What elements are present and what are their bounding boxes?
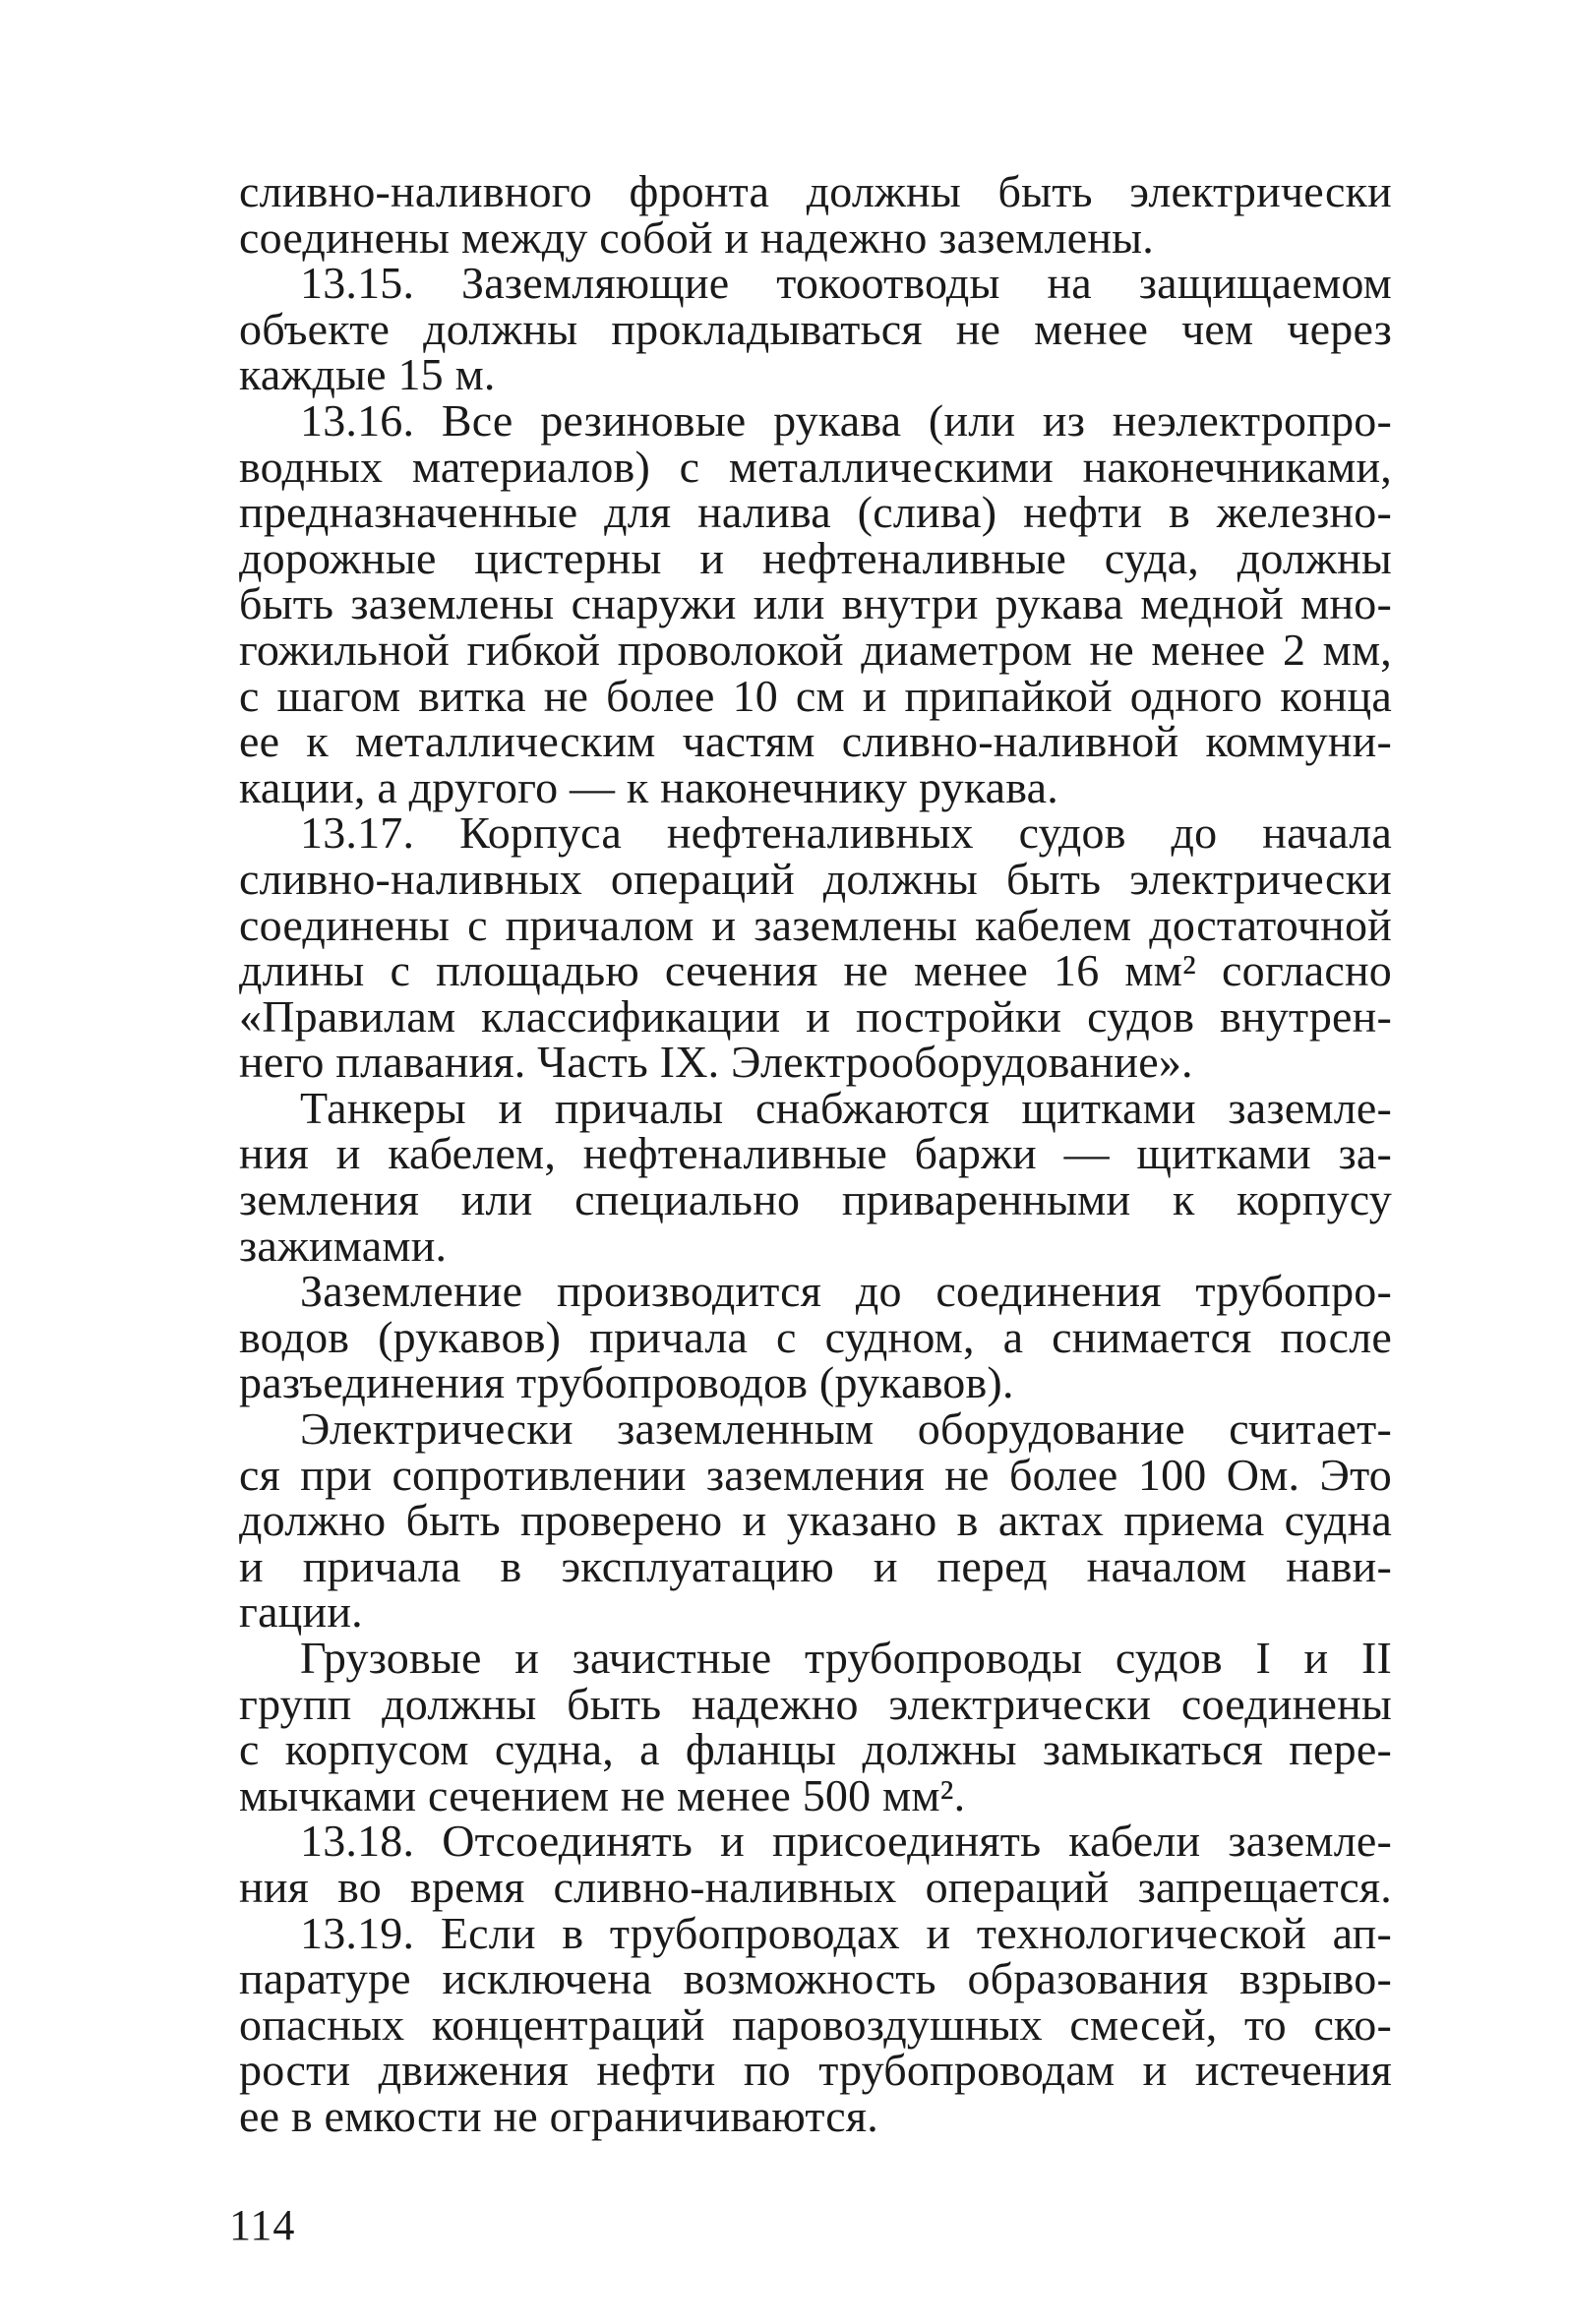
text-line: гожильной гибкой проволокой диаметром не менее 2 мм, bbox=[239, 624, 1392, 675]
text-line: разъединения трубопроводов (рукавов). bbox=[239, 1357, 1014, 1408]
paragraph-13-15: 13.15. Заземляющие токоотводы на защищаемом bbox=[300, 258, 1392, 309]
paragraph-grounded-equipment: Электрически заземленным оборудование считает- bbox=[300, 1403, 1392, 1455]
body-text bbox=[239, 166, 1392, 2141]
text-line: сливно-наливных операций должны быть электрически bbox=[239, 853, 1392, 904]
text-line: «Правилам классификации и постройки судов внутрен- bbox=[239, 990, 1392, 1042]
text-line: каждые 15 м. bbox=[239, 349, 496, 400]
text-line: опасных концентраций паровоздушных смесей, то ско- bbox=[239, 1998, 1392, 2050]
text-line: должно быть проверено и указано в актах приема судна bbox=[239, 1495, 1392, 1546]
paragraph-tankers: Танкеры и причалы снабжаются щитками заземле- bbox=[300, 1082, 1392, 1133]
page-number: 114 bbox=[229, 2201, 296, 2249]
text-line: кации, а другого — к наконечнику рукава. bbox=[239, 761, 1058, 812]
text-line: ния во время сливно-наливных операций запрещается. bbox=[239, 1861, 1392, 1912]
text-line: быть заземлены снаружи или внутри рукава медной мно- bbox=[239, 578, 1392, 629]
text-line: групп должны быть надежно электрически соединены bbox=[239, 1678, 1392, 1729]
text-line: с корпусом судна, а фланцы должны замыкаться пере- bbox=[239, 1724, 1392, 1775]
paragraph-13-18: 13.18. Отсоединять и присоединять кабели заземле- bbox=[300, 1816, 1392, 1867]
text-line: мычками сечением не менее 500 мм². bbox=[239, 1769, 966, 1820]
text-line: земления или специально приваренными к корпусу bbox=[239, 1174, 1392, 1225]
paragraph-grounding: Заземление производится до соединения трубопро- bbox=[300, 1266, 1392, 1317]
text-line: ния и кабелем, нефтеналивные баржи — щитками за- bbox=[239, 1128, 1392, 1179]
text-line: ее к металлическим частям сливно-наливной коммуни- bbox=[239, 716, 1392, 767]
text-line: дорожные цистерны и нефтеналивные суда, должны bbox=[239, 532, 1392, 583]
text-line: соединены между собой и надежно заземлены. bbox=[239, 211, 1154, 263]
paragraph-13-17: 13.17. Корпуса нефтеналивных судов до начала bbox=[300, 807, 1392, 859]
paragraph-13-19: 13.19. Если в трубопроводах и технологической ап- bbox=[300, 1907, 1392, 1958]
text-line: ся при сопротивлении заземления не более 100 Ом. Это bbox=[239, 1449, 1392, 1500]
text-line: рости движения нефти по трубопроводам и истечения bbox=[239, 2045, 1392, 2096]
text-line: ее в емкости не ограничиваются. bbox=[239, 2090, 878, 2141]
paragraph-13-16: 13.16. Все резиновые рукава (или из неэлектропро- bbox=[300, 394, 1392, 446]
text-line: водов (рукавов) причала с судном, а снимается после bbox=[239, 1311, 1392, 1362]
text-line: предназначенные для налива (слива) нефти в железно- bbox=[239, 487, 1392, 538]
text-line: объекте должны прокладываться не менее чем через bbox=[239, 303, 1392, 354]
text-line: зажимами. bbox=[239, 1220, 448, 1271]
text-line: него плавания. Часть IX. Электрооборудование». bbox=[239, 1037, 1193, 1088]
text-line: с шагом витка не более 10 см и припайкой одного конца bbox=[239, 670, 1392, 721]
text-line: соединены с причалом и заземлены кабелем достаточной bbox=[239, 899, 1392, 950]
text-line: паратуре исключена возможность образования взрыво- bbox=[239, 1953, 1392, 2004]
text-line: водных материалов) с металлическими наконечниками, bbox=[239, 441, 1392, 492]
paragraph-pipelines: Грузовые и зачистные трубопроводы судов I и II bbox=[300, 1633, 1392, 1683]
text-line: сливно-наливного фронта должны быть электрически bbox=[239, 166, 1392, 216]
text-line: длины с площадью сечения не менее 16 мм² согласно bbox=[239, 945, 1392, 996]
text-line: гации. bbox=[239, 1586, 363, 1638]
text-line: и причала в эксплуатацию и перед началом нави- bbox=[239, 1540, 1392, 1591]
